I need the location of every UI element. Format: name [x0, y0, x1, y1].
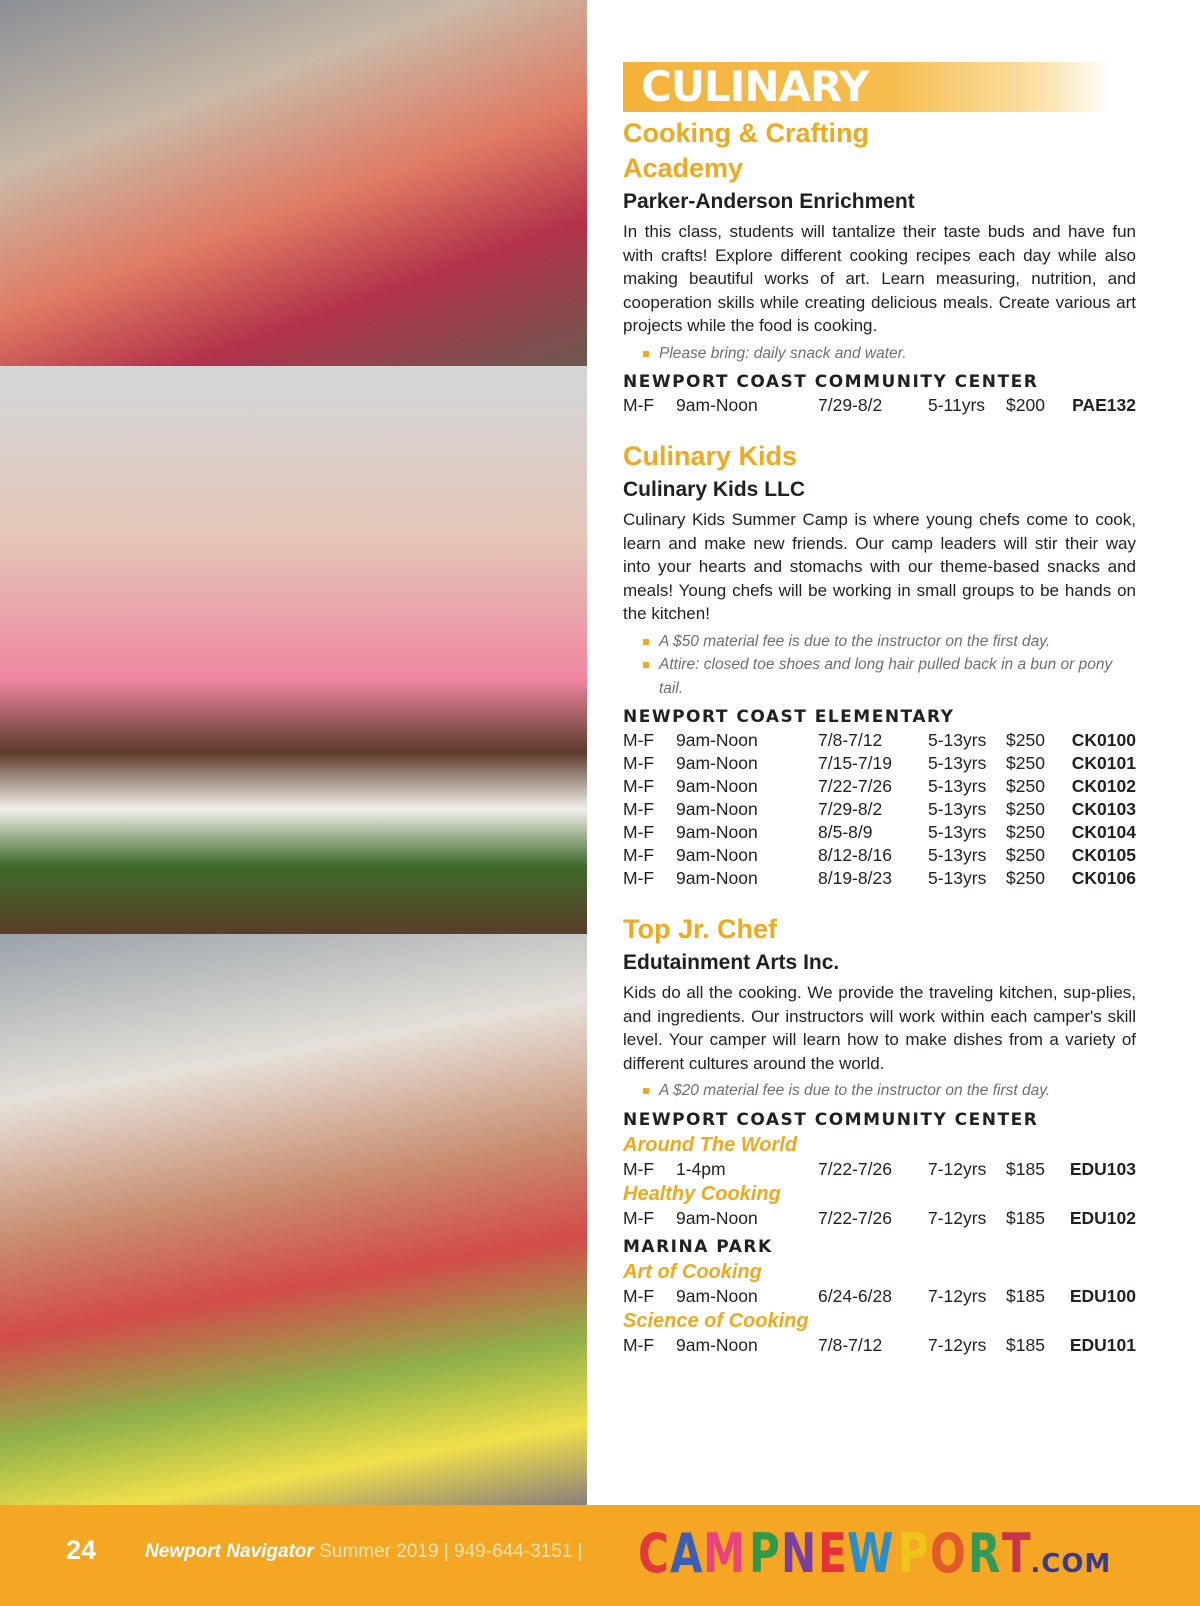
class-days: M-F	[623, 776, 655, 796]
class-ages: 5-13yrs	[928, 799, 987, 819]
class-row	[623, 1207, 1136, 1230]
program-top-jr-chef	[623, 912, 1136, 1357]
section-title: CULINARY	[641, 62, 869, 111]
class-ages: 5-13yrs	[928, 776, 987, 796]
class-days: M-F	[623, 822, 655, 842]
class-code: EDU100	[1069, 1285, 1136, 1306]
class-subtitle: Healthy Cooking	[623, 1182, 781, 1205]
section-banner	[623, 62, 1113, 112]
logo-letter: N	[780, 1522, 817, 1585]
class-fee: $185	[1006, 1285, 1045, 1306]
class-code: CK0106	[1071, 868, 1136, 888]
class-days: M-F	[623, 1158, 655, 1179]
content-column	[623, 62, 1136, 1357]
class-row	[623, 1158, 1136, 1181]
location-name: NEWPORT COAST ELEMENTARY	[623, 707, 955, 727]
note-item: Attire: closed toe shoes and long hair pulled back in a bun or pony tail.	[641, 653, 1136, 700]
logo-letter: R	[967, 1522, 1002, 1585]
note-item: A $50 material fee is due to the instructor on the first day.	[641, 630, 1136, 654]
program-title: Cooking & Crafting Academy	[623, 118, 869, 183]
photo-column	[0, 0, 587, 1505]
photo-smiling-girl-with-plate	[0, 366, 587, 934]
logo-letter: C	[638, 1522, 670, 1585]
class-days: M-F	[623, 1285, 655, 1306]
logo-letter: O	[930, 1522, 967, 1585]
logo-suffix: .COM	[1030, 1549, 1112, 1579]
class-row	[623, 394, 1136, 417]
class-ages: 7-12yrs	[928, 1285, 987, 1306]
class-dates: 8/5-8/9	[818, 822, 873, 842]
class-row	[623, 1334, 1136, 1357]
publication-info	[145, 1541, 583, 1563]
class-fee: $200	[1006, 395, 1045, 415]
class-time: 9am-Noon	[676, 822, 758, 842]
class-code: EDU102	[1069, 1207, 1136, 1228]
class-code: CK0102	[1071, 776, 1136, 796]
class-subtitle: Science of Cooking	[623, 1309, 809, 1332]
class-days: M-F	[623, 799, 655, 819]
program-description: Kids do all the cooking. We provide the traveling kitchen, sup-plies, and ingredients. Our instructors will work within each camper's skill level. Your camper will learn how to make dishes from a variety of different cultures around the world.	[623, 983, 1136, 1073]
class-dates: 8/12-8/16	[818, 845, 892, 865]
logo-wordmark	[638, 1522, 1030, 1585]
program-title: Culinary Kids	[623, 441, 798, 471]
page-number: 24	[66, 1535, 97, 1565]
class-fee: $250	[1006, 845, 1045, 865]
location-list	[623, 1109, 1136, 1357]
location-name: NEWPORT COAST COMMUNITY CENTER	[623, 372, 1039, 392]
class-row	[623, 752, 1136, 775]
program-description: Culinary Kids Summer Camp is where young chefs come to cook, learn and make new friends. Our camp leaders will stir their way into your hearts and stomachs with our theme-based snacks and meals! Young chefs will be working in small groups to be hands on the kitchen!	[623, 510, 1136, 623]
class-time: 9am-Noon	[676, 1334, 758, 1355]
class-days: M-F	[623, 845, 655, 865]
class-days: M-F	[623, 1207, 655, 1228]
class-fee: $250	[1006, 799, 1045, 819]
class-ages: 7-12yrs	[928, 1207, 987, 1228]
program-provider: Parker-Anderson Enrichment	[623, 190, 915, 213]
class-code: CK0103	[1071, 799, 1136, 819]
photo-kids-cooking-class	[0, 934, 587, 1505]
program-provider: Edutainment Arts Inc.	[623, 951, 840, 974]
class-time: 9am-Noon	[676, 1285, 758, 1306]
program-notes	[623, 342, 1136, 366]
class-dates: 6/24-6/28	[818, 1285, 892, 1306]
class-dates: 7/22-7/26	[818, 1207, 892, 1228]
class-fee: $250	[1006, 868, 1045, 888]
separator: |	[577, 1541, 583, 1562]
class-ages: 5-11yrs	[928, 395, 986, 415]
class-dates: 7/22-7/26	[818, 776, 892, 796]
program-cooking-crafting	[623, 116, 1136, 417]
class-fee: $250	[1006, 822, 1045, 842]
location-name: MARINA PARK	[623, 1236, 773, 1257]
class-days: M-F	[623, 868, 655, 888]
note-item: Please bring: daily snack and water.	[641, 342, 1136, 366]
class-code: CK0104	[1071, 822, 1136, 842]
issue-label: Summer 2019	[319, 1541, 439, 1562]
class-subtitle: Art of Cooking	[623, 1260, 762, 1283]
class-time: 9am-Noon	[676, 1207, 758, 1228]
class-dates: 7/15-7/19	[818, 753, 892, 773]
class-time: 9am-Noon	[676, 868, 758, 888]
logo-letter: T	[1001, 1522, 1032, 1585]
class-ages: 7-12yrs	[928, 1334, 987, 1355]
class-ages: 7-12yrs	[928, 1158, 987, 1179]
class-code: CK0101	[1071, 753, 1136, 773]
program-culinary-kids	[623, 439, 1136, 890]
class-time: 9am-Noon	[676, 776, 758, 796]
class-time: 9am-Noon	[676, 845, 758, 865]
class-row	[623, 1285, 1136, 1308]
campnewport-logo[interactable]	[638, 1522, 1112, 1593]
class-fee: $185	[1006, 1334, 1045, 1355]
class-code: EDU103	[1069, 1158, 1136, 1179]
class-row	[623, 867, 1136, 890]
class-days: M-F	[623, 1334, 655, 1355]
class-code: EDU101	[1069, 1334, 1136, 1355]
class-dates: 7/8-7/12	[818, 730, 883, 750]
class-row	[623, 775, 1136, 798]
class-ages: 5-13yrs	[928, 845, 987, 865]
class-row	[623, 729, 1136, 752]
class-time: 1-4pm	[676, 1158, 726, 1179]
class-fee: $250	[1006, 776, 1045, 796]
class-days: M-F	[623, 395, 655, 415]
class-ages: 5-13yrs	[928, 868, 987, 888]
class-fee: $250	[1006, 730, 1045, 750]
class-subtitle: Around The World	[623, 1133, 798, 1156]
program-notes	[623, 1079, 1136, 1103]
class-row	[623, 798, 1136, 821]
class-fee: $185	[1006, 1207, 1045, 1228]
logo-letter: W	[846, 1522, 895, 1585]
class-days: M-F	[623, 730, 655, 750]
photo-girls-cooking	[0, 0, 587, 366]
class-dates: 7/29-8/2	[818, 395, 883, 415]
class-ages: 5-13yrs	[928, 730, 987, 750]
class-days: M-F	[623, 753, 655, 773]
class-code: CK0100	[1071, 730, 1136, 750]
logo-letter: E	[817, 1522, 848, 1585]
class-fee: $250	[1006, 753, 1045, 773]
class-time: 9am-Noon	[676, 753, 758, 773]
logo-letter: A	[669, 1522, 704, 1585]
program-provider: Culinary Kids LLC	[623, 478, 806, 501]
separator: |	[443, 1541, 449, 1562]
phone-number: 949-644-3151	[454, 1541, 573, 1562]
logo-letter: M	[703, 1522, 747, 1585]
class-table	[623, 729, 1136, 890]
class-dates: 7/22-7/26	[818, 1158, 892, 1179]
class-dates: 7/29-8/2	[818, 799, 883, 819]
class-code: CK0105	[1071, 845, 1136, 865]
logo-letter: P	[898, 1522, 931, 1585]
class-code: PAE132	[1072, 395, 1136, 415]
publication-name: Newport Navigator	[145, 1541, 314, 1562]
class-time: 9am-Noon	[676, 730, 758, 750]
logo-letter: P	[749, 1522, 781, 1585]
class-time: 9am-Noon	[676, 395, 758, 415]
class-row	[623, 821, 1136, 844]
class-ages: 5-13yrs	[928, 822, 987, 842]
class-dates: 8/19-8/23	[818, 868, 892, 888]
class-fee: $185	[1006, 1158, 1045, 1179]
class-time: 9am-Noon	[676, 799, 758, 819]
class-row	[623, 844, 1136, 867]
note-item: A $20 material fee is due to the instructor on the first day.	[641, 1079, 1136, 1103]
program-description: In this class, students will tantalize their taste buds and have fun with crafts! Explore different cooking recipes each day while also making beautiful works of art. Learn measuring, nutrition, and cooperation skills while creating delicious meals. Create various art projects while the food is cooking.	[623, 222, 1136, 335]
class-dates: 7/8-7/12	[818, 1334, 883, 1355]
class-ages: 5-13yrs	[928, 753, 987, 773]
program-notes	[623, 630, 1136, 701]
location-name: NEWPORT COAST COMMUNITY CENTER	[623, 1109, 1039, 1130]
program-title: Top Jr. Chef	[623, 914, 778, 944]
page-footer	[0, 1505, 1200, 1606]
